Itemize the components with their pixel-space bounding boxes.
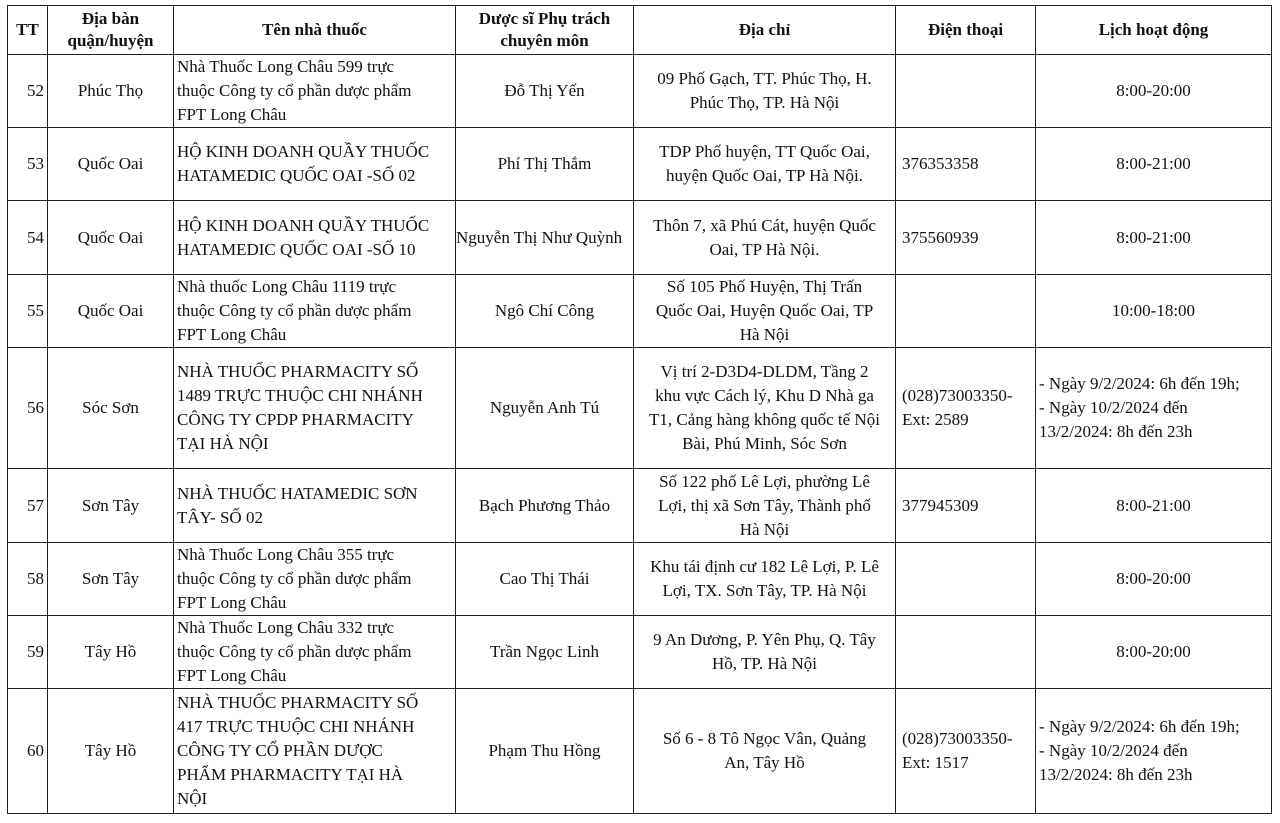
cell-schedule: 8:00-20:00	[1036, 616, 1272, 689]
cell-tt: 58	[8, 543, 48, 616]
header-address: Địa chỉ	[634, 6, 896, 55]
table-row	[8, 55, 1272, 128]
cell-district: Sơn Tây	[48, 469, 174, 543]
cell-address: Số 105 Phố Huyện, Thị Trấn Quốc Oai, Huyện Quốc Oai, TP Hà Nội	[634, 275, 896, 348]
table-row	[8, 348, 1272, 469]
cell-address: Khu tái định cư 182 Lê Lợi, P. Lê Lợi, TX. Sơn Tây, TP. Hà Nội	[634, 543, 896, 616]
pharmacy-table-sheet	[7, 5, 1272, 814]
cell-district: Phúc Thọ	[48, 55, 174, 128]
cell-address: 9 An Dương, P. Yên Phụ, Q. Tây Hồ, TP. Hà Nội	[634, 616, 896, 689]
table-row	[8, 543, 1272, 616]
cell-tt: 53	[8, 128, 48, 201]
cell-phone	[896, 275, 1036, 348]
cell-pharmacy-name: NHÀ THUỐC HATAMEDIC SƠN TÂY- SỐ 02	[174, 469, 456, 543]
cell-address: TDP Phố huyện, TT Quốc Oai, huyện Quốc Oai, TP Hà Nội.	[634, 128, 896, 201]
cell-pharmacy-name: Nhà Thuốc Long Châu 355 trực thuộc Công ty cổ phần dược phẩm FPT Long Châu	[174, 543, 456, 616]
cell-schedule: 8:00-21:00	[1036, 128, 1272, 201]
cell-phone	[896, 55, 1036, 128]
header-schedule: Lịch hoạt động	[1036, 6, 1272, 55]
cell-tt: 59	[8, 616, 48, 689]
cell-pharmacist: Ngô Chí Công	[456, 275, 634, 348]
cell-district: Quốc Oai	[48, 128, 174, 201]
cell-tt: 60	[8, 689, 48, 814]
cell-schedule: - Ngày 9/2/2024: 6h đến 19h; - Ngày 10/2/2024 đến 13/2/2024: 8h đến 23h	[1036, 689, 1272, 814]
cell-pharmacist: Nguyễn Anh Tú	[456, 348, 634, 469]
cell-phone: 375560939	[896, 201, 1036, 275]
cell-tt: 57	[8, 469, 48, 543]
cell-schedule: 8:00-21:00	[1036, 201, 1272, 275]
cell-address: 09 Phố Gạch, TT. Phúc Thọ, H. Phúc Thọ, TP. Hà Nội	[634, 55, 896, 128]
table-header-row	[8, 6, 1272, 55]
table-row	[8, 689, 1272, 814]
cell-pharmacy-name: Nhà Thuốc Long Châu 332 trực thuộc Công ty cổ phần dược phẩm FPT Long Châu	[174, 616, 456, 689]
cell-pharmacy-name: HỘ KINH DOANH QUẦY THUỐC HATAMEDIC QUỐC OAI -SỐ 02	[174, 128, 456, 201]
cell-schedule: 8:00-20:00	[1036, 543, 1272, 616]
cell-tt: 54	[8, 201, 48, 275]
cell-district: Quốc Oai	[48, 201, 174, 275]
cell-tt: 55	[8, 275, 48, 348]
cell-address: Số 6 - 8 Tô Ngọc Vân, Quảng An, Tây Hồ	[634, 689, 896, 814]
cell-pharmacy-name: HỘ KINH DOANH QUẦY THUỐC HATAMEDIC QUỐC OAI -SỐ 10	[174, 201, 456, 275]
cell-district: Quốc Oai	[48, 275, 174, 348]
cell-pharmacist: Cao Thị Thái	[456, 543, 634, 616]
cell-phone: 376353358	[896, 128, 1036, 201]
header-district: Địa bàn quận/huyện	[48, 6, 174, 55]
cell-address: Vị trí 2-D3D4-DLDM, Tầng 2 khu vực Cách lý, Khu D Nhà ga T1, Cảng hàng không quốc tế Nội Bài, Phú Minh, Sóc Sơn	[634, 348, 896, 469]
header-pharmacist: Dược sĩ Phụ trách chuyên môn	[456, 6, 634, 55]
table-row	[8, 275, 1272, 348]
cell-district: Sơn Tây	[48, 543, 174, 616]
cell-pharmacist: Phí Thị Thắm	[456, 128, 634, 201]
cell-schedule: 8:00-20:00	[1036, 55, 1272, 128]
cell-tt: 56	[8, 348, 48, 469]
cell-schedule: - Ngày 9/2/2024: 6h đến 19h; - Ngày 10/2/2024 đến 13/2/2024: 8h đến 23h	[1036, 348, 1272, 469]
cell-district: Tây Hồ	[48, 689, 174, 814]
table-row	[8, 128, 1272, 201]
cell-schedule: 10:00-18:00	[1036, 275, 1272, 348]
cell-pharmacist: Nguyễn Thị Như Quỳnh	[456, 201, 634, 275]
pharmacy-schedule-table	[7, 5, 1272, 814]
cell-pharmacy-name: Nhà thuốc Long Châu 1119 trực thuộc Công ty cổ phần dược phẩm FPT Long Châu	[174, 275, 456, 348]
cell-pharmacist: Trần Ngọc Linh	[456, 616, 634, 689]
cell-district: Sóc Sơn	[48, 348, 174, 469]
cell-pharmacist: Bạch Phương Thảo	[456, 469, 634, 543]
cell-phone: (028)73003350- Ext: 2589	[896, 348, 1036, 469]
cell-pharmacy-name: NHÀ THUỐC PHARMACITY SỐ 1489 TRỰC THUỘC CHI NHÁNH CÔNG TY CPDP PHARMACITY TẠI HÀ NỘI	[174, 348, 456, 469]
cell-address: Thôn 7, xã Phú Cát, huyện Quốc Oai, TP Hà Nội.	[634, 201, 896, 275]
cell-phone	[896, 616, 1036, 689]
cell-phone: 377945309	[896, 469, 1036, 543]
header-phone: Điện thoại	[896, 6, 1036, 55]
cell-schedule: 8:00-21:00	[1036, 469, 1272, 543]
table-row	[8, 469, 1272, 543]
cell-pharmacy-name: NHÀ THUỐC PHARMACITY SỐ 417 TRỰC THUỘC CHI NHÁNH CÔNG TY CỔ PHẦN DƯỢC PHẨM PHARMACITY TẠI HÀ NỘI	[174, 689, 456, 814]
cell-phone	[896, 543, 1036, 616]
cell-pharmacy-name: Nhà Thuốc Long Châu 599 trực thuộc Công ty cổ phần dược phẩm FPT Long Châu	[174, 55, 456, 128]
table-row	[8, 616, 1272, 689]
cell-pharmacist: Đỗ Thị Yến	[456, 55, 634, 128]
cell-district: Tây Hồ	[48, 616, 174, 689]
header-tt: TT	[8, 6, 48, 55]
header-pharmacy-name: Tên nhà thuốc	[174, 6, 456, 55]
cell-tt: 52	[8, 55, 48, 128]
cell-address: Số 122 phố Lê Lợi, phường Lê Lợi, thị xã Sơn Tây, Thành phố Hà Nội	[634, 469, 896, 543]
table-row	[8, 201, 1272, 275]
cell-phone: (028)73003350- Ext: 1517	[896, 689, 1036, 814]
cell-pharmacist: Phạm Thu Hồng	[456, 689, 634, 814]
